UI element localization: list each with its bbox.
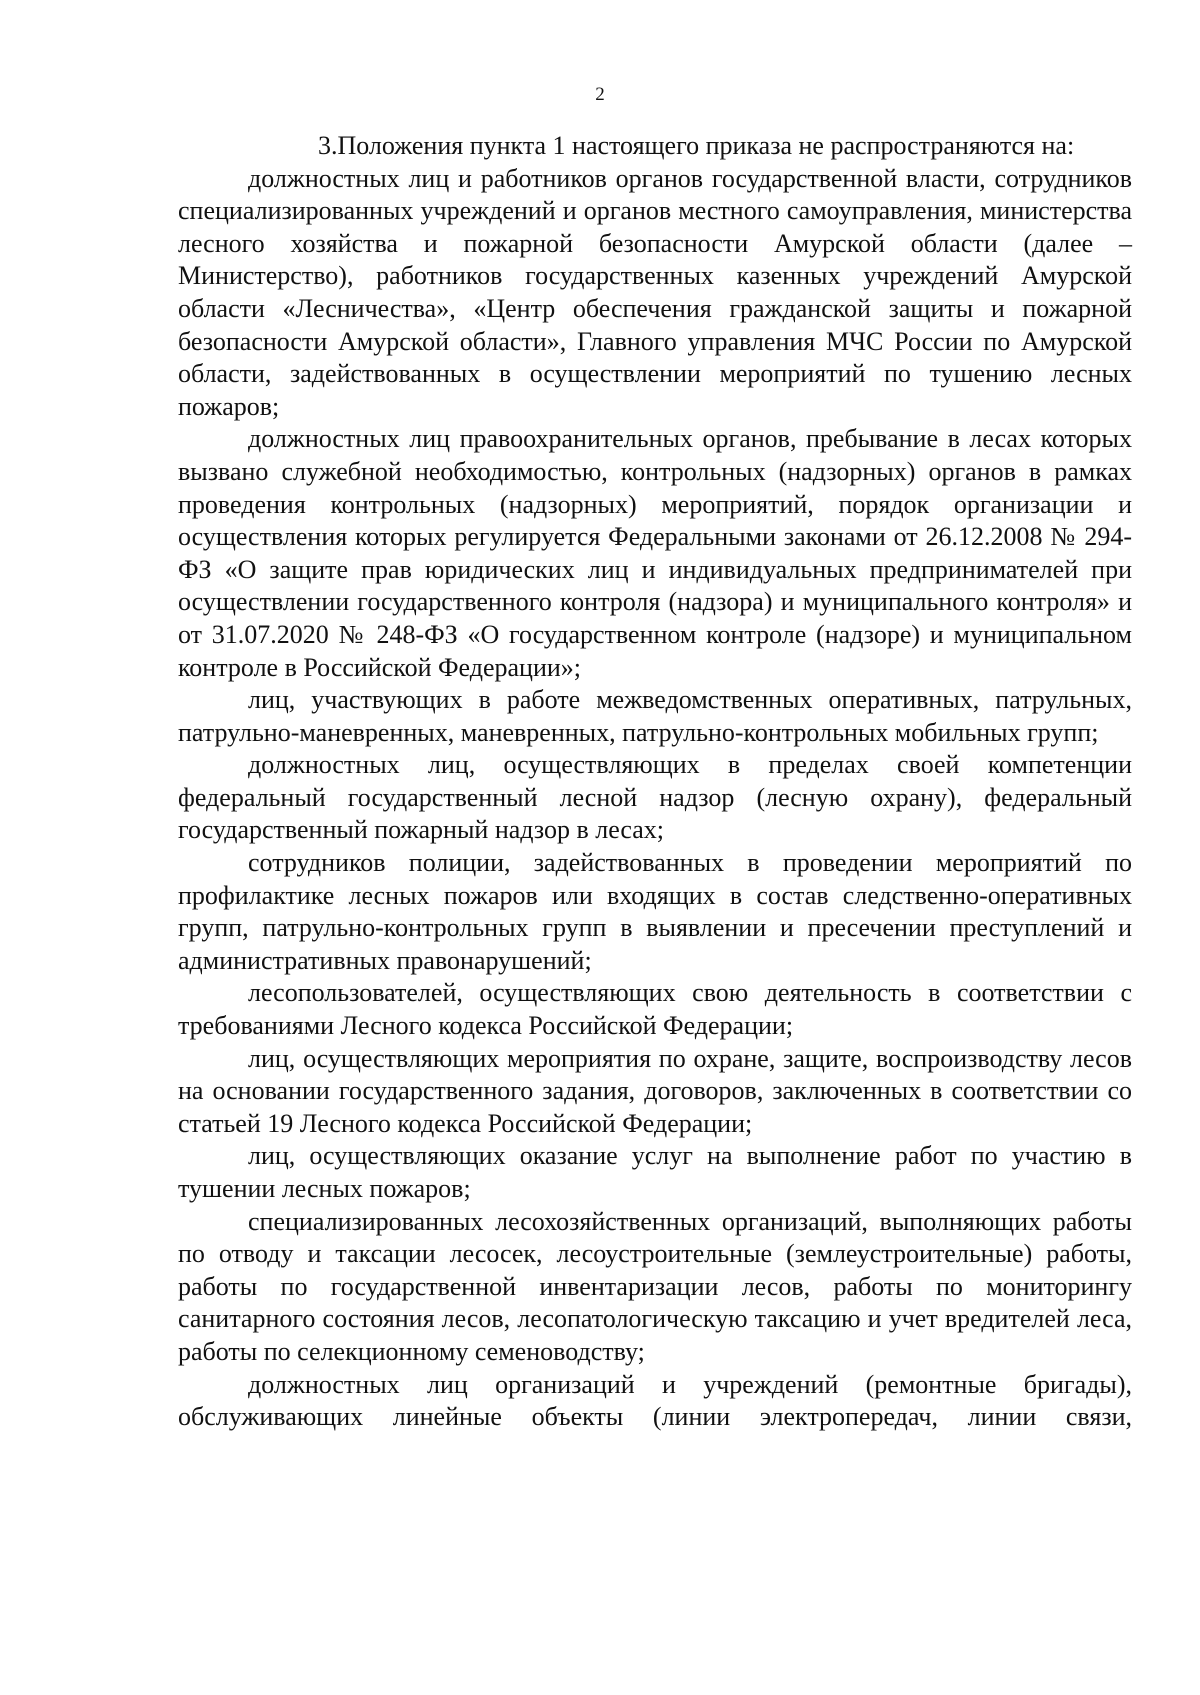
- paragraph-police: сотрудников полиции, задействованных в проведении мероприятий по профилактике лесных пожаров или входящих в состав следственно-оперативных групп, патрульно-контрольных групп в выявлении и пресечении преступлений и административных правонарушений;: [178, 848, 1132, 975]
- paragraph-forest-protection: лиц, осуществляющих мероприятия по охране, защите, воспроизводству лесов на основании государственного задания, договоров, заключенных в соответствии со статьей 19 Лесного кодекса Российской Федерации;: [178, 1043, 1132, 1138]
- paragraph-officials-authorities: должностных лиц и работников органов государственной власти, сотрудников специализированных учреждений и органов местного самоуправления, министерства лесного хозяйства и пожарной безопасности Амурской области (далее – Министерство), работников государственных казенных учреждений Амурской области «Лесничества», «Центр обеспечения гражданской защиты и пожарной безопасности Амурской области», Главного управления МЧС России по Амурской области, задействованных в осуществлении мероприятий по тушению лесных пожаров;: [178, 163, 1132, 421]
- document-body: [178, 130, 1132, 1434]
- paragraph-forest-users: лесопользователей, осуществляющих свою деятельность в соответствии с требованиями Лесного кодекса Российской Федерации;: [178, 978, 1132, 1041]
- paragraph-forestry-organizations: специализированных лесохозяйственных организаций, выполняющих работы по отводу и таксации лесосек, лесоустроительные (землеустроительные) работы, работы по государственной инвентаризации лесов, работы по мониторингу санитарного состояния лесов, лесопатологическую таксацию и учет вредителей леса, работы по селекционному семеноводству;: [178, 1206, 1132, 1366]
- paragraph-law-enforcement: должностных лиц правоохранительных органов, пребывание в лесах которых вызвано служебной необходимостью, контрольных (надзорных) органов в рамках проведения контрольных (надзорных) мероприятий, порядок организации и осуществления которых регулируется Федеральными законами от 26.12.2008 № 294-ФЗ «О защите прав юридических лиц и индивидуальных предпринимателей при осуществлении государственного контроля (надзора) и муниципального контроля» и от 31.07.2020 № 248-ФЗ «О государственном контроле (надзоре) и муниципальном контроле в Российской Федерации»;: [178, 424, 1132, 682]
- clause-3: [178, 130, 1132, 163]
- paragraph-forest-supervision: должностных лиц, осуществляющих в пределах своей компетенции федеральный государственный лесной надзор (лесную охрану), федеральный государственный пожарный надзор в лесах;: [178, 750, 1132, 845]
- paragraph-repair-crews: должностных лиц организаций и учреждений (ремонтные бригады), обслуживающих линейные объекты (линии электропередач, линии связи,: [178, 1369, 1132, 1432]
- clause-number: 3.: [318, 131, 338, 160]
- paragraph-firefighting-services: лиц, осуществляющих оказание услуг на выполнение работ по участию в тушении лесных пожаров;: [178, 1141, 1132, 1203]
- clause-text: Положения пункта 1 настоящего приказа не распространяются на:: [337, 131, 1075, 160]
- paragraph-mobile-groups: лиц, участвующих в работе межведомственных оперативных, патрульных, патрульно-маневренных, маневренных, патрульно-контрольных мобильных групп;: [178, 685, 1132, 747]
- page-number: 2: [595, 84, 605, 105]
